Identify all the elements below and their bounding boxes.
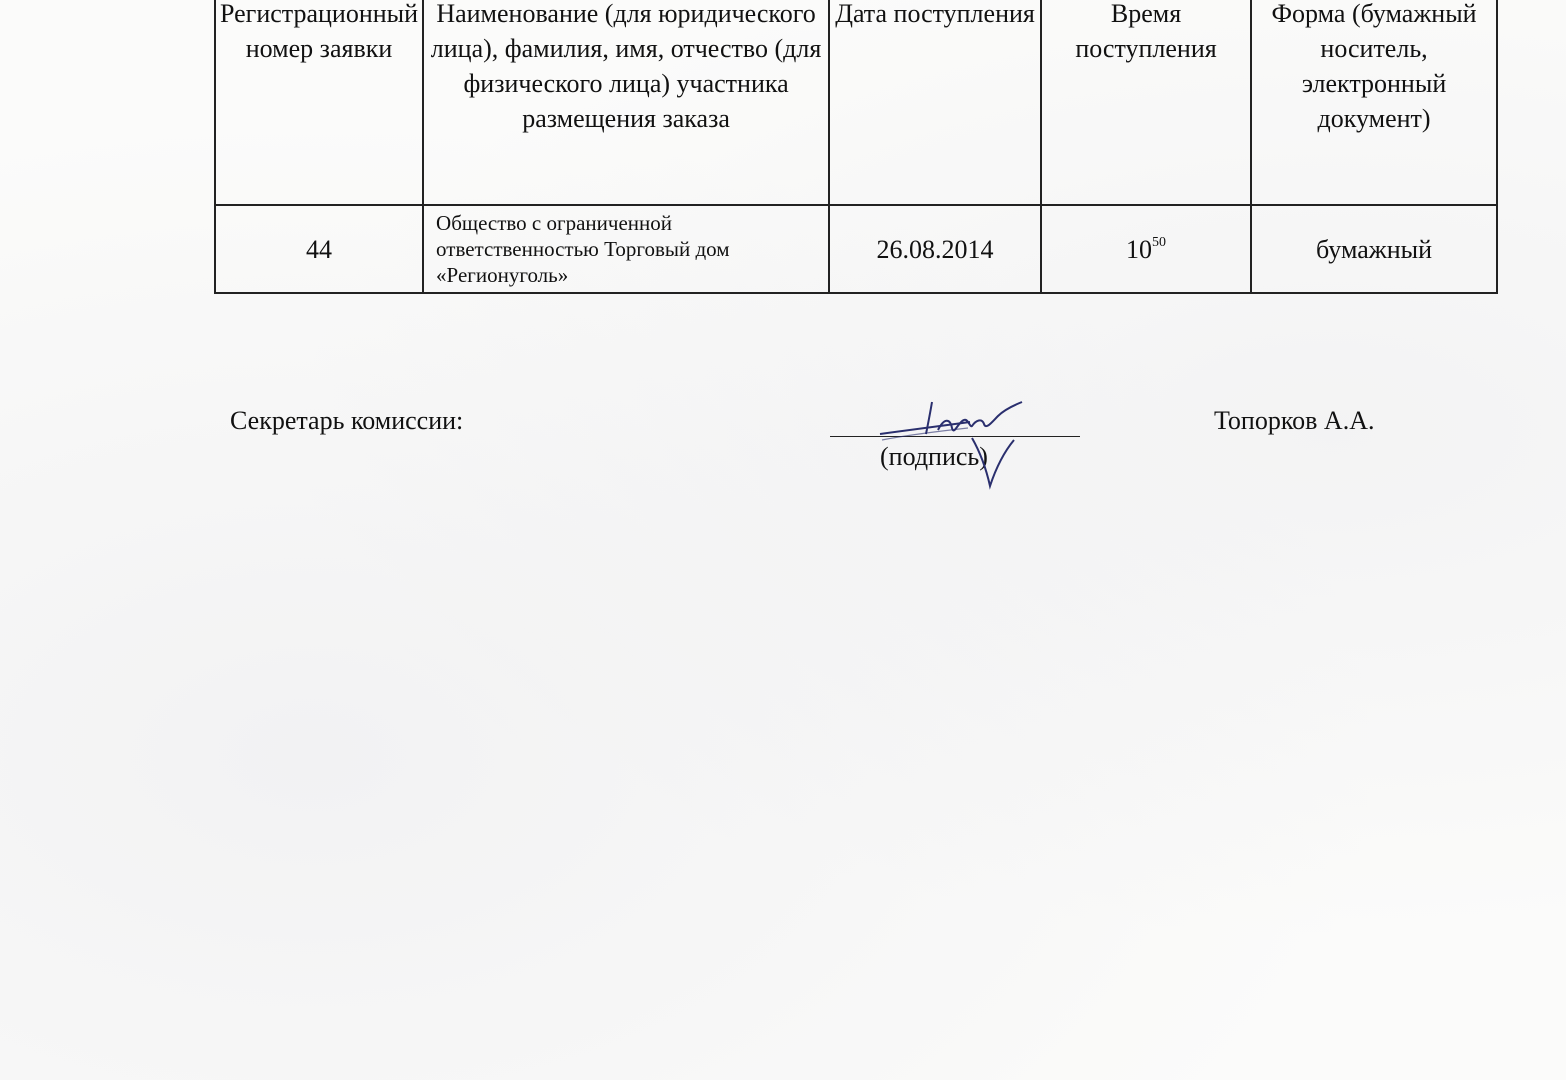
header-time: Время поступления	[1041, 0, 1251, 205]
signature-caption: (подпись)	[880, 442, 988, 471]
header-date: Дата поступления	[829, 0, 1041, 205]
cell-name: Общество с ограниченной ответственностью Торговый дом «Регионуголь»	[423, 205, 829, 293]
table-header-row	[215, 0, 1497, 205]
signer-name: Топорков А.А.	[1214, 406, 1375, 435]
table-row	[215, 205, 1497, 293]
cell-time	[1041, 205, 1251, 293]
time-hour: 10	[1126, 234, 1153, 264]
cell-form: бумажный	[1251, 205, 1497, 293]
header-form: Форма (бумажный носитель, электронный документ)	[1251, 0, 1497, 205]
cell-date: 26.08.2014	[829, 205, 1041, 293]
header-name: Наименование (для юридического лица), фамилия, имя, отчество (для физического лица) участника размещения заказа	[423, 0, 829, 205]
cell-reg-number: 44	[215, 205, 423, 293]
handwritten-signature	[872, 382, 1042, 492]
applications-table	[214, 0, 1498, 294]
secretary-label: Секретарь комиссии:	[230, 406, 464, 435]
header-reg-number: Регистрационный номер заявки	[215, 0, 423, 205]
time-minute: 50	[1152, 234, 1167, 250]
